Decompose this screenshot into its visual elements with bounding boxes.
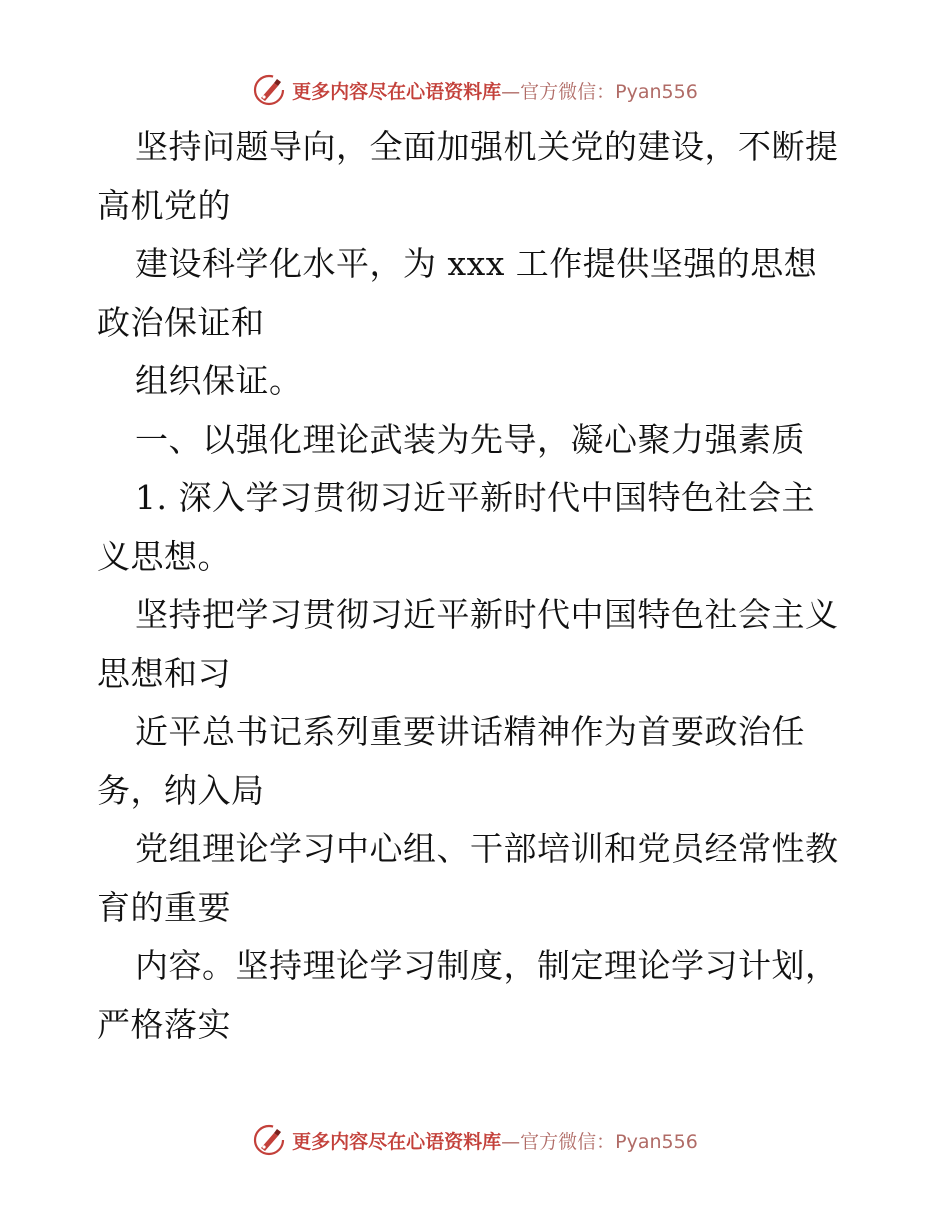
pen-logo-icon bbox=[252, 73, 286, 107]
paragraph-6-line-1: 坚持把学习贯彻习近平新时代中国特色社会主义 bbox=[135, 595, 839, 634]
paragraph-8-line-2: 育的重要 bbox=[97, 887, 231, 927]
paragraph-8-line-1: 党组理论学习中心组、干部培训和党员经常性教 bbox=[135, 829, 839, 868]
subsection-heading-line-1: 1. 深入学习贯彻习近平新时代中国特色社会主 bbox=[135, 478, 815, 517]
paragraph-6-line-2: 思想和习 bbox=[97, 653, 231, 693]
watermark-text: 更多内容尽在心语资料库—官方微信：Pyan556 bbox=[292, 1130, 698, 1153]
paragraph-2-line-1: 建设科学化水平，为 xxx 工作提供坚强的思想 bbox=[135, 244, 818, 283]
subsection-heading-line-2: 义思想。 bbox=[97, 536, 231, 576]
paragraph-1-line-2: 高机党的 bbox=[97, 185, 231, 225]
header-watermark bbox=[0, 70, 950, 110]
watermark-text: 更多内容尽在心语资料库—官方微信：Pyan556 bbox=[292, 80, 698, 103]
paragraph-2-line-2: 政治保证和 bbox=[97, 302, 265, 342]
paragraph-9-line-2: 严格落实 bbox=[97, 1004, 231, 1044]
paragraph-1-line-1: 坚持问题导向，全面加强机关党的建设，不断提 bbox=[135, 127, 839, 166]
section-heading: 一、以强化理论武装为先导，凝心聚力强素质 bbox=[135, 419, 805, 459]
paragraph-9-line-1: 内容。坚持理论学习制度，制定理论学习计划， bbox=[135, 946, 839, 985]
paragraph-7-line-1: 近平总书记系列重要讲话精神作为首要政治任 bbox=[135, 712, 805, 751]
pen-logo-icon bbox=[252, 1123, 286, 1157]
paragraph-7-line-2: 务，纳入局 bbox=[97, 770, 265, 810]
paragraph-3-line-1: 组织保证。 bbox=[135, 361, 303, 400]
footer-watermark bbox=[0, 1120, 950, 1160]
document-body bbox=[97, 118, 867, 1054]
